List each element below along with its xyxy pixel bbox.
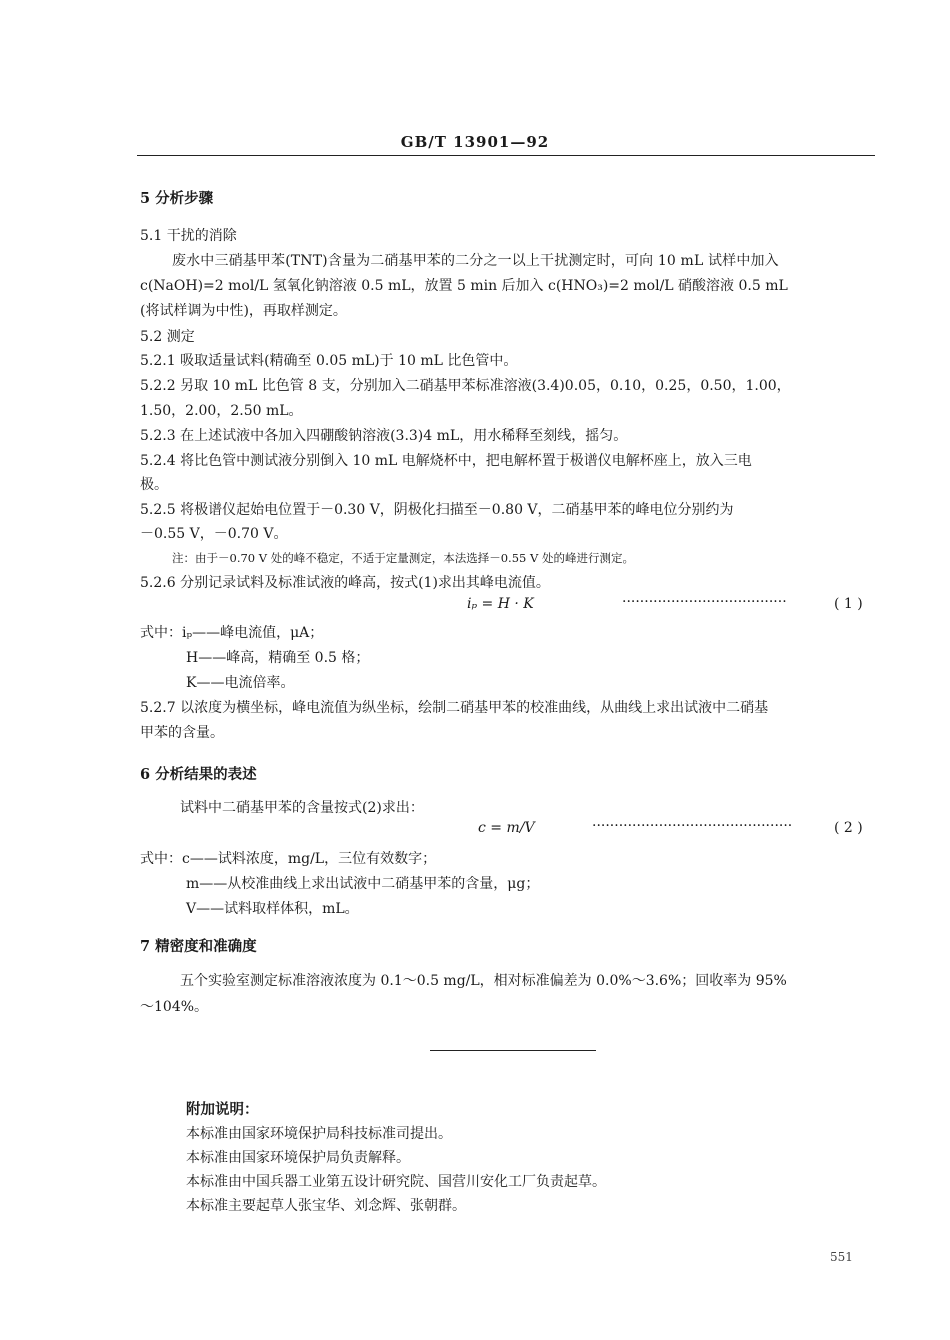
section-7-line1: 五个实验室测定标准溶液浓度为 0.1～0.5 mg/L，相对标准偏差为 0.0%～3.6%；回收率为 95% — [180, 973, 787, 989]
section-6-intro: 试料中二硝基甲苯的含量按式(2)求出： — [180, 800, 424, 816]
equation-1-leader-dots: ····································· — [622, 594, 787, 610]
equation-1-where-k: K——电流倍率。 — [186, 675, 295, 691]
appendix-line-2: 本标准由国家环境保护局负责解释。 — [186, 1150, 410, 1166]
equation-2-leader-dots: ············································· — [592, 818, 793, 834]
equation-2-where-m: m——从校准曲线上求出试液中二硝基甲苯的含量，μg； — [186, 876, 540, 892]
section-5-1-line2: c(NaOH)=2 mol/L 氢氧化钠溶液 0.5 mL，放置 5 min 后加入 c(HNO₃)=2 mol/L 硝酸溶液 0.5 mL — [140, 278, 788, 294]
appendix-title: 附加说明： — [186, 1101, 259, 1118]
appendix-line-3: 本标准由中国兵器工业第五设计研究院、国营川安化工厂负责起草。 — [186, 1174, 606, 1190]
appendix-separator — [430, 1050, 596, 1051]
equation-1-where-ip: 式中：iₚ——峰电流值，μA； — [140, 625, 324, 641]
section-5-2-2-line1: 5.2.2 另取 10 mL 比色管 8 支，分别加入二硝基甲苯标准溶液(3.4)0.05，0.10，0.25，0.50，1.00， — [140, 378, 791, 394]
standard-number-header: GB/T 13901—92 — [400, 133, 550, 151]
section-5-2-3: 5.2.3 在上述试液中各加入四硼酸钠溶液(3.3)4 mL，用水稀释至刻线，摇匀。 — [140, 428, 628, 444]
appendix-line-1: 本标准由国家环境保护局科技标准司提出。 — [186, 1126, 452, 1142]
appendix-line-4: 本标准主要起草人张宝华、刘念辉、张朝群。 — [186, 1198, 466, 1214]
equation-2-number: ( 2 ) — [834, 820, 863, 836]
section-5-heading: 5 分析步骤 — [140, 190, 214, 207]
section-5-1-title: 5.1 干扰的消除 — [140, 228, 237, 244]
section-5-2-6: 5.2.6 分别记录试料及标准试液的峰高，按式(1)求出其峰电流值。 — [140, 575, 550, 591]
header-rule — [137, 155, 875, 156]
section-6-heading: 6 分析结果的表述 — [140, 766, 257, 783]
section-7-heading: 7 精密度和准确度 — [140, 938, 257, 955]
page-number: 551 — [830, 1250, 853, 1264]
section-5-2-5-line2: －0.55 V，－0.70 V。 — [140, 526, 288, 542]
section-5-2-4-line1: 5.2.4 将比色管中测试液分别倒入 10 mL 电解烧杯中，把电解杯置于极谱仪电解杯座上，放入三电 — [140, 453, 752, 469]
equation-1: iₚ = H · K — [467, 596, 534, 612]
equation-2-where-c: 式中：c——试料浓度，mg/L，三位有效数字； — [140, 851, 437, 867]
section-5-2-7-line2: 甲苯的含量。 — [140, 725, 224, 741]
section-5-2-title: 5.2 测定 — [140, 329, 195, 345]
equation-2: c = m/V — [478, 820, 535, 836]
section-5-2-4-line2: 极。 — [140, 477, 168, 493]
equation-1-number: ( 1 ) — [834, 596, 863, 612]
section-5-2-1: 5.2.1 吸取适量试料(精确至 0.05 mL)于 10 mL 比色管中。 — [140, 353, 518, 369]
section-5-2-5-line1: 5.2.5 将极谱仪起始电位置于－0.30 V，阴极化扫描至－0.80 V，二硝基甲苯的峰电位分别约为 — [140, 502, 734, 518]
section-5-2-5-note: 注：由于－0.70 V 处的峰不稳定，不适于定量测定，本法选择－0.55 V 处的峰进行测定。 — [172, 551, 634, 565]
section-5-1-line1: 废水中三硝基甲苯(TNT)含量为二硝基甲苯的二分之一以上干扰测定时，可向 10 mL 试样中加入 — [172, 253, 779, 269]
equation-2-where-v: V——试料取样体积，mL。 — [186, 901, 359, 917]
section-7-line2: ～104%。 — [140, 999, 209, 1015]
section-5-2-7-line1: 5.2.7 以浓度为横坐标，峰电流值为纵坐标，绘制二硝基甲苯的校准曲线，从曲线上求出试液中二硝基 — [140, 700, 769, 716]
equation-1-where-h: H——峰高，精确至 0.5 格； — [186, 650, 370, 666]
section-5-1-line3: (将试样调为中性)，再取样测定。 — [140, 303, 347, 319]
section-5-2-2-line2: 1.50，2.00，2.50 mL。 — [140, 403, 303, 419]
